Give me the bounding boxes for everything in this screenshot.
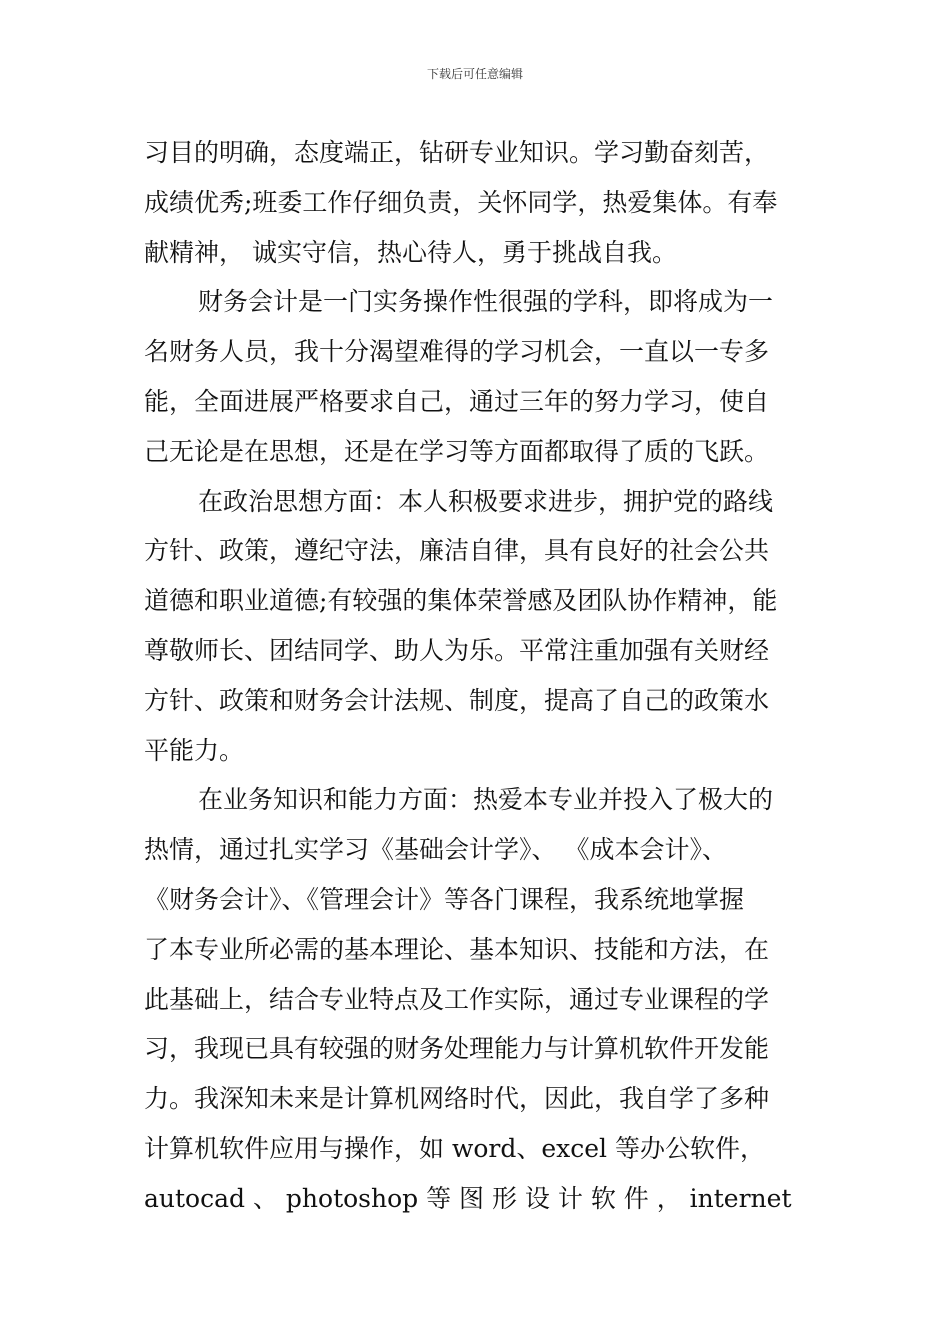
- document-body: [144, 128, 808, 1224]
- text-line: 道德和职业道德;有较强的集体荣誉感及团队协作精神，能: [144, 586, 778, 616]
- text-line: 尊敬师长、团结同学、助人为乐。平常注重加强有关财经: [144, 635, 770, 665]
- text-line: 此基础上，结合专业特点及工作实际，通过专业课程的学: [144, 984, 770, 1014]
- text-line: 习目的明确，态度端正，钻研专业知识。学习勤奋刻苦，: [144, 138, 770, 167]
- text-line: 习，我现已具有较强的财务处理能力与计算机软件开发能: [144, 1034, 770, 1064]
- text-line: 了本专业所必需的基本理论、基本知识、技能和方法，在: [144, 934, 770, 964]
- paragraph-first-line: 在业务知识和能力方面：热爱本专业并投入了极大的: [198, 785, 774, 815]
- text-line: 平能力。: [144, 735, 245, 765]
- text-line: 《财务会计》、《管理会计》等各门课程，我系统地掌握: [144, 884, 745, 914]
- text-line: 热情，通过扎实学习《基础会计学》、 《成本会计》、: [144, 835, 727, 865]
- text-line: 成绩优秀;班委工作仔细负责，关怀同学，热爱集体。有奉: [144, 187, 778, 217]
- paragraph-first-line: 在政治思想方面：本人积极要求进步，拥护党的路线: [198, 486, 774, 516]
- text-line: 名财务人员，我十分渴望难得的学习机会，一直以一专多: [144, 337, 770, 367]
- text-line: 献精神， 诚实守信，热心待人，勇于挑战自我。: [144, 237, 677, 267]
- text-line: 计算机软件应用与操作，如 word、excel 等办公软件，: [144, 1133, 765, 1163]
- paragraph-first-line: 财务会计是一门实务操作性很强的学科，即将成为一: [198, 287, 774, 317]
- text-line: 力。我深知未来是计算机网络时代，因此，我自学了多种: [144, 1084, 770, 1114]
- text-line: autocad 、 photoshop 等 图 形 设 计 软 件 ， internet: [144, 1183, 792, 1213]
- text-line: 能，全面进展严格要求自己，通过三年的努力学习，使自: [144, 386, 770, 416]
- page-header: 下载后可任意编辑: [426, 67, 523, 81]
- text-line: 方针、政策，遵纪守法，廉洁自律，具有良好的社会公共: [144, 536, 770, 566]
- text-line: 己无论是在思想，还是在学习等方面都取得了质的飞跃。: [144, 436, 770, 466]
- text-line: 方针、政策和财务会计法规、制度，提高了自己的政策水: [144, 685, 770, 715]
